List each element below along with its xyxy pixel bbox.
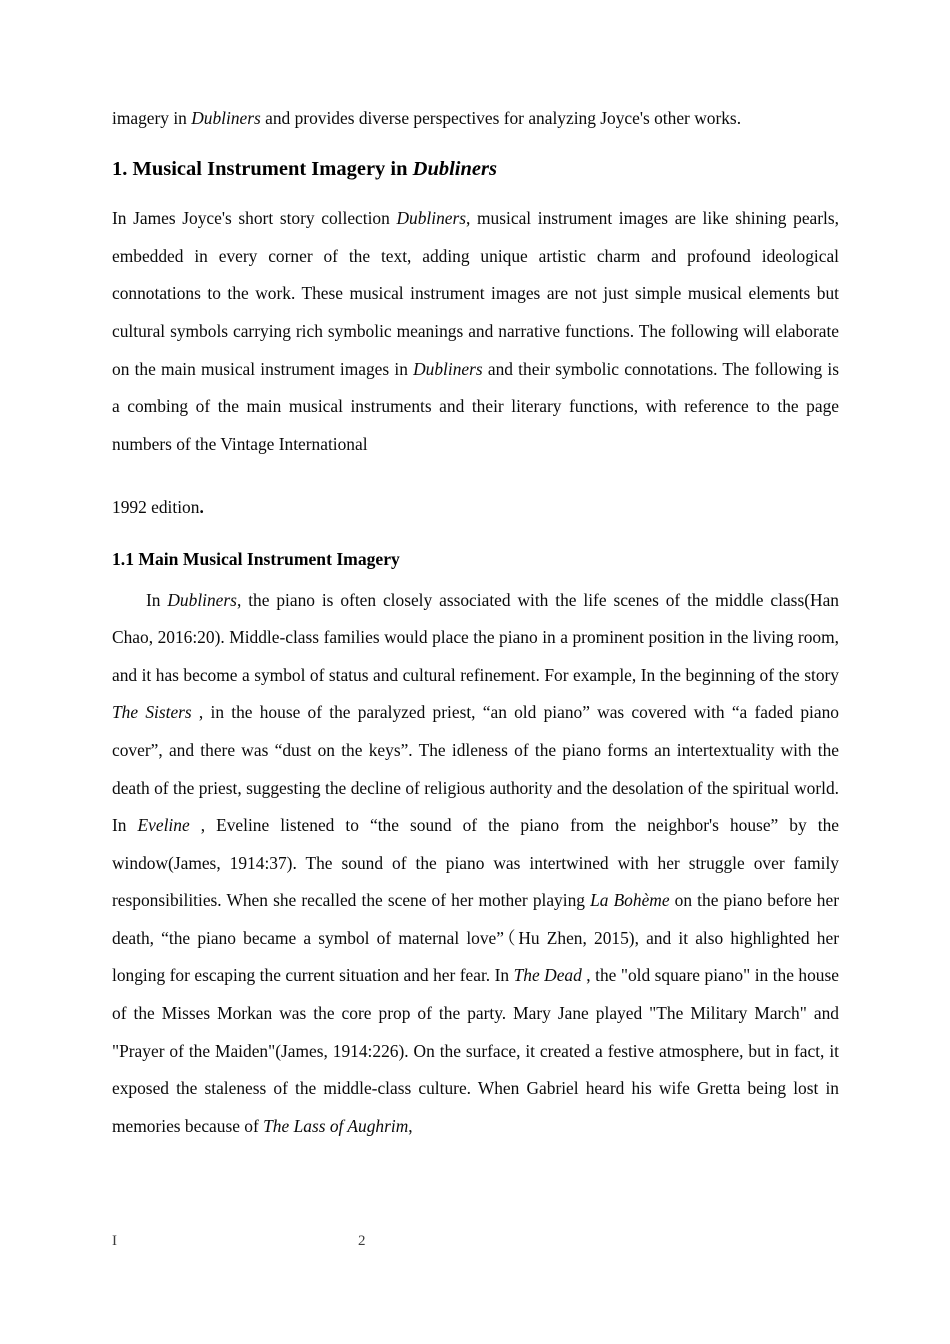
spacer-after-section-heading	[112, 188, 839, 200]
subsection-paragraph: In Dubliners, the piano is often closely associated with the life scenes of the middle class(Han Chao, 2016:20). Middle-class families would place the piano in a prominent position in the living room, and it has become a symbol of status and cultural refinement. For example, In the beginning of the story The Sisters , in the house of the paralyzed priest, “an old piano” was covered with “a faded piano cover”, and there was “dust on the keys”. The idleness of the piano forms an intertextuality with the death of the priest, suggesting the decline of religious authority and the desolation of the spiritual world. In Eveline , Eveline listened to “the sound of the piano from the neighbor's house” by the window(James, 1914:37). The sound of the piano was intertwined with her struggle over family responsibilities. When she recalled the scene of her mother playing La Bohème on the piano before her death, “the piano became a symbol of maternal love”（Hu Zhen, 2015), and it also highlighted her longing for escaping the current situation and her fear. In The Dead , the "old square piano" in the house of the Misses Morkan was the core prop of the party. Mary Jane played "The Military March" and "Prayer of the Maiden"(James, 1914:226). On the surface, it created a festive atmosphere, but in fact, it exposed the staleness of the middle-class culture. When Gabriel heard his wife Gretta being lost in memories because of The Lass of Aughrim,	[112, 589, 839, 1136]
footer-page-number: 2	[358, 1233, 366, 1249]
section-paragraph: In James Joyce's short story collection Dubliners, musical instrument images are like shining pearls, embedded in every corner of the text, adding unique artistic charm and profound ideological connotations to the work. These musical instrument images are not just simple musical elements but cultural symbols carrying rich symbolic meanings and narrative functions. The following will elaborate on the main musical instrument images in Dubliners and their symbolic connotations. The following is a combing of the main musical instruments and their literary functions, with reference to the page numbers of the Vintage International	[112, 208, 839, 454]
edition-line: 1992 edition.	[112, 497, 204, 518]
page-footer	[112, 1228, 839, 1254]
spacer-before-subsection-heading	[112, 527, 839, 541]
document-text-block	[112, 100, 839, 1145]
subsection-heading-1-1: 1.1 Main Musical Instrument Imagery	[112, 548, 400, 569]
spacer-before-section-heading	[112, 138, 839, 151]
continued-paragraph: imagery in Dubliners and provides diverse perspectives for analyzing Joyce's other works.	[112, 108, 742, 128]
section-heading-1: 1. Musical Instrument Imagery in Dubliners	[112, 157, 497, 180]
spacer-blank-line	[112, 463, 839, 489]
footer-left-mark: I	[112, 1233, 117, 1249]
